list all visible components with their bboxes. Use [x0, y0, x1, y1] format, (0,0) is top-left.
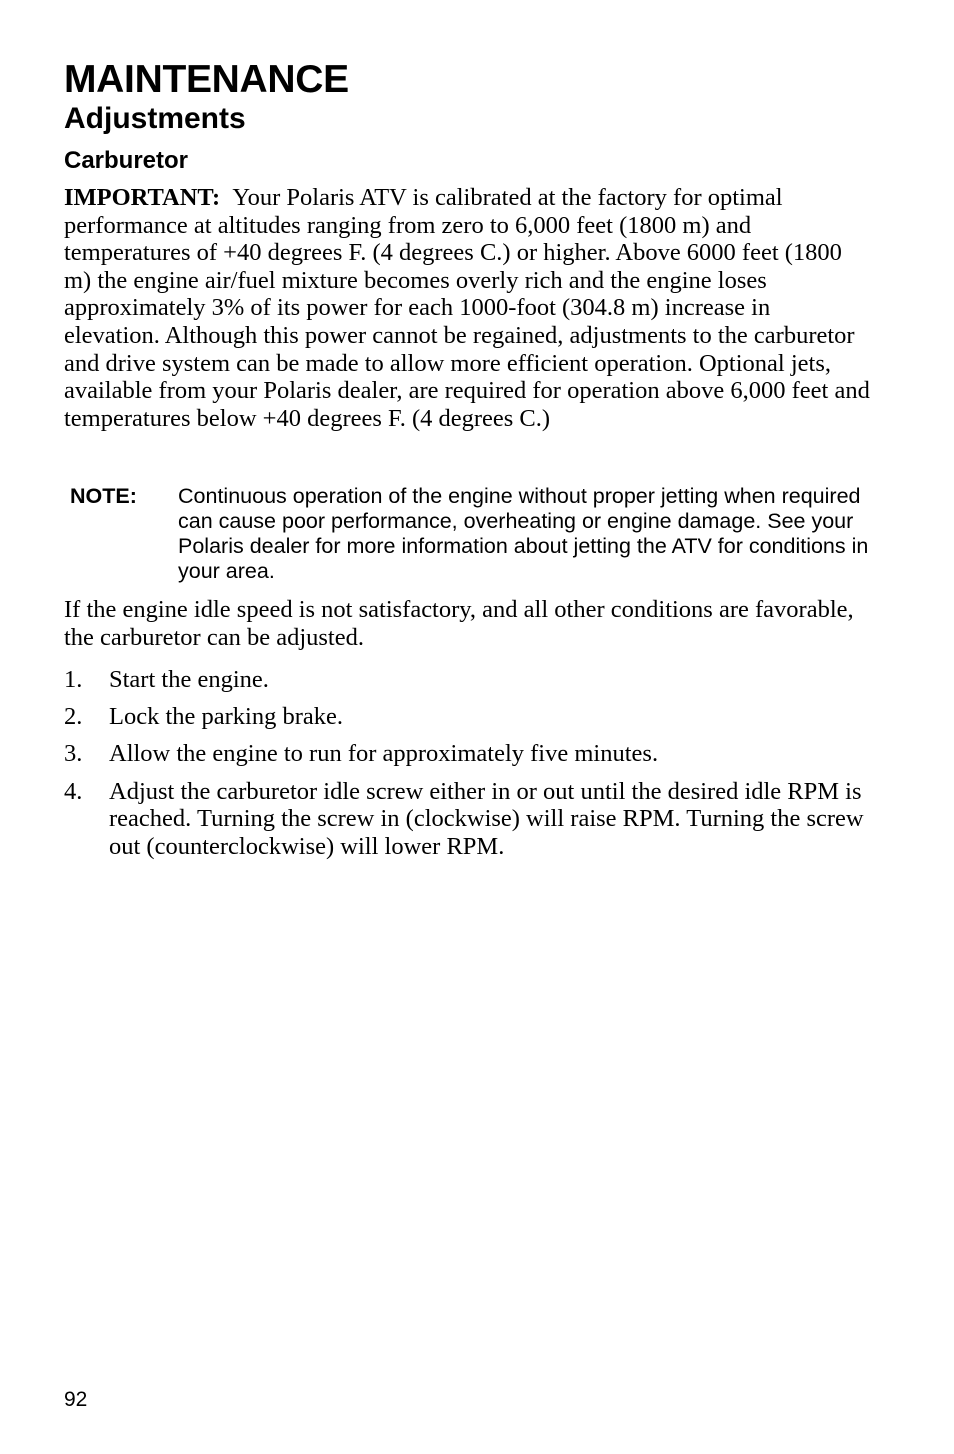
steps-list — [64, 666, 870, 870]
topic-title: Carburetor — [64, 147, 189, 174]
note-block — [70, 484, 870, 584]
page-number: 92 — [64, 1388, 88, 1411]
step-text: Lock the parking brake. — [109, 703, 344, 731]
list-item — [64, 778, 870, 861]
step-text: Start the engine. — [109, 666, 269, 693]
list-item — [64, 703, 870, 731]
note-label: NOTE: — [70, 484, 137, 508]
note-text: Continuous operation of the engine without proper jetting when required can cause poor performance, overheating or engine damage. See your Polaris dealer for more information about jetting the ATV for conditions in your area. — [178, 484, 869, 583]
important-text: Your Polaris ATV is calibrated at the factory for optimal performance at altitudes ranging from zero to 6,000 feet (1800 m) and temperatures of +40 degrees F. (4 degrees C.) or higher. Above 6000 feet (1800 m) the engine air/fuel mixture becomes overly rich and the engine loses approximately 3% of its power for each 1000-foot (304.8 m) increase in elevation. Although this power cannot be regained, adjustments to the carburetor and drive system can be made to allow more efficient operation. Optional jets, available from your Polaris dealer, are required for operation above 6,000 feet and temperatures below +40 degrees F. (4 degrees C.) — [64, 184, 870, 432]
important-label: IMPORTANT: — [64, 184, 221, 211]
subsection-title: Adjustments — [64, 102, 246, 135]
step-text: Allow the engine to run for approximately five minutes. — [109, 740, 659, 768]
list-item — [64, 666, 870, 694]
idle-intro-paragraph: If the engine idle speed is not satisfactory, and all other conditions are favorable, the carburetor can be adjusted. — [64, 596, 854, 651]
section-title: MAINTENANCE — [64, 58, 349, 101]
step-text: Adjust the carburetor idle screw either in or out until the desired idle RPM is reached. Turning the screw in (clockwise) will raise RPM. Turning the screw out (counterclockwise) will lower RPM. — [109, 777, 864, 860]
step-number: 3. — [64, 740, 83, 768]
step-number: 4. — [64, 777, 83, 805]
list-item — [64, 740, 870, 768]
important-paragraph — [64, 184, 870, 432]
step-number: 2. — [64, 703, 83, 731]
step-number: 1. — [64, 666, 83, 693]
